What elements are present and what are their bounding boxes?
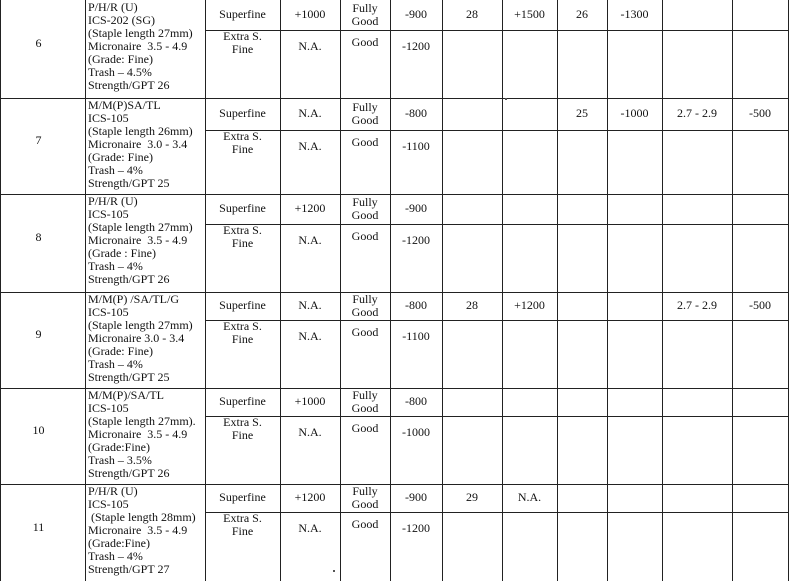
description-line: Micronaire 3.5 - 4.9 — [88, 233, 188, 247]
quality-label: Good — [351, 229, 379, 243]
grade-label: Superfine — [219, 394, 266, 408]
serial-number: 6 — [35, 36, 42, 50]
description-line: Micronaire 3.0 - 3.4 — [88, 331, 185, 345]
discount-value: -800 — [405, 394, 427, 408]
discount-value: -800 — [405, 298, 427, 312]
premium-value: +1200 — [294, 490, 326, 504]
extra-column-value: 28 — [466, 7, 478, 21]
description-line: P/H/R (U) — [88, 0, 138, 14]
quality-label: Good — [351, 421, 379, 435]
grade-label: Superfine — [219, 7, 266, 21]
grade-label: Extra S. — [223, 223, 262, 237]
description-line: ICS-105 — [88, 207, 129, 221]
extra-column-value: 28 — [466, 298, 478, 312]
grade-label: Fine — [231, 236, 254, 250]
column-rule — [788, 0, 789, 581]
extra-column-value: -500 — [749, 106, 771, 120]
grade-label: Extra S. — [223, 511, 262, 525]
grade-label: Superfine — [219, 490, 266, 504]
extra-column-value: +1500 — [514, 7, 545, 21]
description-line: P/H/R (U) — [88, 194, 138, 208]
serial-number: 10 — [32, 423, 45, 437]
column-rule — [85, 0, 86, 581]
quality-label: Fully — [352, 195, 378, 209]
description-line: ICS-105 — [88, 497, 129, 511]
description-line: M/M(P) /SA/TL/G — [88, 292, 180, 306]
discount-value: -1200 — [402, 233, 430, 247]
extra-column-value: 2.7 - 2.9 — [677, 298, 717, 312]
column-rule — [662, 0, 663, 581]
extra-column-value: 25 — [576, 106, 588, 120]
discount-value: -800 — [405, 106, 427, 120]
column-rule — [557, 0, 558, 581]
grade-label: Extra S. — [223, 29, 262, 43]
sub-row-rule — [205, 130, 788, 131]
grade-label: Fine — [231, 42, 254, 56]
serial-number: 7 — [35, 133, 42, 147]
description-line: Trash – 4% — [88, 357, 143, 371]
sub-row-rule — [205, 224, 788, 225]
description-line: M/M(P)SA/TL — [88, 98, 161, 112]
discount-value: -1100 — [402, 329, 430, 343]
discount-value: -1100 — [402, 139, 430, 153]
serial-number: 8 — [35, 230, 42, 244]
extra-column-value: -1000 — [620, 106, 649, 120]
description-line: ICS-105 — [88, 111, 129, 125]
quality-label: Good — [351, 35, 379, 49]
discount-value: -1200 — [402, 521, 430, 535]
description-line: Micronaire 3.5 - 4.9 — [88, 523, 188, 537]
grade-label: Fine — [231, 332, 254, 346]
description-line: Trash – 3.5% — [88, 453, 152, 467]
grade-label: Superfine — [219, 106, 266, 120]
description-line: Trash – 4% — [88, 163, 143, 177]
description-line: Strength/GPT 26 — [88, 78, 170, 92]
grade-label: Superfine — [219, 201, 266, 215]
description-line: (Grade: Fine) — [88, 52, 153, 66]
description-line: (Staple length 26mm) — [88, 124, 193, 138]
extra-column-value: -1300 — [620, 7, 649, 21]
grade-label: Extra S. — [223, 319, 262, 333]
premium-value: N.A. — [298, 106, 322, 120]
description-line: (Staple length 27mm) — [88, 220, 193, 234]
grade-label: Fine — [231, 428, 254, 442]
description-line: (Staple length 27mm). — [88, 414, 196, 428]
quality-label: Fully — [352, 388, 378, 402]
quality-label: Good — [351, 14, 379, 28]
quality-label: Fully — [352, 1, 378, 15]
description-line: Strength/GPT 25 — [88, 370, 170, 384]
description-line: ICS-105 — [88, 401, 129, 415]
description-line: ICS-202 (SG) — [88, 13, 156, 27]
sub-row-rule — [205, 416, 788, 417]
discount-value: -900 — [405, 490, 427, 504]
extra-column-value: 2.7 - 2.9 — [677, 106, 717, 120]
premium-value: +1000 — [294, 394, 326, 408]
grade-label: Extra S. — [223, 129, 262, 143]
description-line: Trash – 4.5% — [88, 65, 152, 79]
sub-row-rule — [205, 30, 788, 31]
scan-speck — [333, 570, 335, 572]
extra-column-value: +1200 — [514, 298, 545, 312]
extra-column-value: 26 — [576, 7, 588, 21]
column-rule — [732, 0, 733, 581]
description-line: Strength/GPT 26 — [88, 466, 170, 480]
quality-label: Good — [351, 208, 379, 222]
quality-label: Fully — [352, 292, 378, 306]
description-line: Strength/GPT 25 — [88, 176, 170, 190]
sub-row-rule — [205, 512, 788, 513]
description-line: (Staple length 27mm) — [88, 26, 193, 40]
extra-column-value: -500 — [749, 298, 771, 312]
quality-label: Good — [351, 517, 379, 531]
discount-value: -900 — [405, 7, 427, 21]
description-line: (Grade:Fine) — [88, 440, 150, 454]
description-line: (Staple length 28mm) — [88, 510, 196, 524]
discount-value: -900 — [405, 201, 427, 215]
premium-value: N.A. — [298, 329, 322, 343]
description-line: ICS-105 — [88, 305, 129, 319]
description-line: (Staple length 27mm) — [88, 318, 193, 332]
sub-row-rule — [205, 320, 788, 321]
quality-label: Good — [351, 305, 379, 319]
serial-number: 11 — [32, 520, 45, 534]
column-rule — [607, 0, 608, 581]
quality-label: Good — [351, 401, 379, 415]
column-rule — [0, 0, 1, 581]
description-line: Strength/GPT 26 — [88, 272, 170, 286]
grade-label: Fine — [231, 142, 254, 156]
premium-value: N.A. — [298, 233, 322, 247]
description-line: Trash – 4% — [88, 259, 143, 273]
serial-number: 9 — [35, 327, 42, 341]
quality-label: Good — [351, 113, 379, 127]
premium-value: +1200 — [294, 201, 326, 215]
description-line: (Grade: Fine) — [88, 344, 153, 358]
extra-column-value: 29 — [466, 490, 478, 504]
description-line: Micronaire 3.5 - 4.9 — [88, 39, 188, 53]
description-line: Trash – 4% — [88, 549, 143, 563]
premium-value: +1000 — [294, 7, 326, 21]
premium-value: N.A. — [298, 39, 322, 53]
description-line: Micronaire 3.5 - 4.9 — [88, 427, 188, 441]
description-line: Micronaire 3.0 - 3.4 — [88, 137, 188, 151]
description-line: (Grade : Fine) — [88, 246, 156, 260]
description-line: (Grade: Fine) — [88, 150, 153, 164]
premium-value: N.A. — [298, 425, 322, 439]
discount-value: -1000 — [402, 425, 430, 439]
quality-label: Good — [351, 497, 379, 511]
premium-value: N.A. — [298, 521, 322, 535]
grade-label: Fine — [231, 524, 254, 538]
description-line: M/M(P)/SA/TL — [88, 388, 165, 402]
grade-label: Extra S. — [223, 415, 262, 429]
premium-value: N.A. — [298, 298, 322, 312]
premium-value: N.A. — [298, 139, 322, 153]
scan-speck — [505, 98, 507, 100]
quality-label: Fully — [352, 484, 378, 498]
quality-label: Fully — [352, 100, 378, 114]
description-line: Strength/GPT 27 — [88, 562, 170, 576]
quality-label: Good — [351, 135, 379, 149]
description-line: (Grade:Fine) — [88, 536, 150, 550]
discount-value: -1200 — [402, 39, 430, 53]
grade-label: Superfine — [219, 298, 266, 312]
description-line: P/H/R (U) — [88, 484, 138, 498]
extra-column-value: N.A. — [517, 490, 542, 504]
quality-label: Good — [351, 325, 379, 339]
